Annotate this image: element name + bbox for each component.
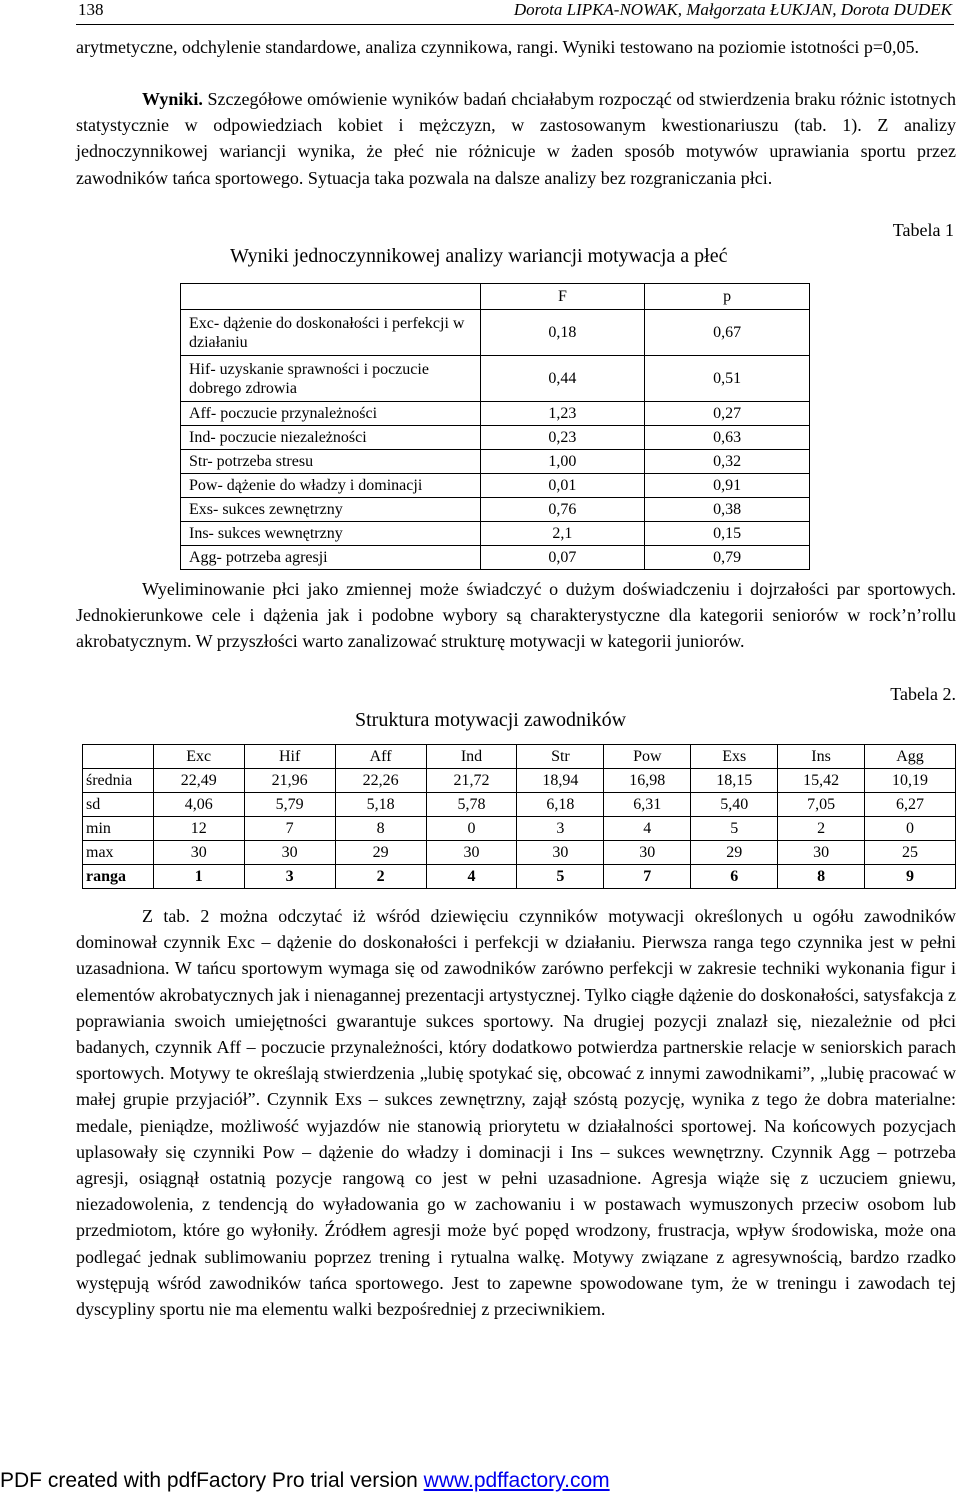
table2-cell: 25 <box>865 841 956 865</box>
table1-factor: Ind- poczucie niezależności <box>181 426 481 450</box>
table2-cell: 21,96 <box>244 769 335 793</box>
table1-p-value: 0,63 <box>645 426 810 450</box>
table-row <box>181 310 810 356</box>
table2-cell: 8 <box>335 817 426 841</box>
table1-title: Wyniki jednoczynnikowej analizy wariancji motywacja a płeć <box>230 245 728 267</box>
paragraph-discussion: Z tab. 2 można odczytać iż wśród dziewięciu czynników motywacji określonych u ogółu zawodników dominował czynnik Exc – dążenie do doskonałości i perfekcji w działaniu. Pierwsza ranga tego czynnika jest w pełni uzasadniona. W tańcu sportowym wymaga się od zawodników zarówno perfekcji w zakresie techniki wykonania figur i elementów akrobatycznych jak i nienagannej prezentacji artystycznej. Tylko ciągłe dążenie do doskonałości, satysfakcja z poprawiania swoich umiejętności gwarantuje sukces sportowy. Na drugiej pozycji znalazł się, niezależnie od płci badanych, czynnik Aff – poczucie przynależności, który dodatkowo potwierdza partnerskie relacje w seniorskich parach sportowych. Motywy te określają stwierdzenia „lubię spotykać się, obcować z innymi zawodnikami”, „lubię pracować w małej grupie przyjaciół”. Czynnik Exs – sukces zewnętrzny, zajął szóstą pozycję, wynika z tego że dobra materialne: medale, pieniądze, możliwość wyjazdów nie stanowią priorytetu w działalności sportowej. Na końcowych pozycjach uplasowały się czynniki Pow – dążenie do władzy i dominacji i Ins – sukces wewnętrzny. Czynnik Agg – potrzeba agresji, osiągnął ostatnią pozycje rangową co jest w pełni uzasadnione. Agresja wiąże się z uczuciem gniewu, niezadowolenia, z tendencją do wyładowania go w zachowaniu i w postawach wymuszonych przeciw osobom lub przedmiotom, które go wyłoniły. Źródłem agresji może być popęd wrodzony, frustracja, wpływ środowiska, może ona podlegać jednak sublimowaniu poprzez trening i rytualna walkę. Motywy związane z agresywnością, bardzo rzadko występują wśród zawodników tańca sportowego. Jest to zapewne spowodowane tym, że w treningu i zawodach tej dyscypliny sportu nie ma elementu walki bezpośredniej z przeciwnikiem. <box>76 906 956 1320</box>
table1-factor: Exc- dążenie do doskonałości i perfekcji w działaniu <box>181 310 481 356</box>
table1-p-value: 0,32 <box>645 450 810 474</box>
table1-factor: Ins- sukces wewnętrzny <box>181 522 481 546</box>
table2-cell: 29 <box>335 841 426 865</box>
table2-cell: 29 <box>691 841 778 865</box>
table2-cell: 0 <box>865 817 956 841</box>
table1-f-value: 0,76 <box>480 498 645 522</box>
table2-header-cell: Ins <box>778 745 865 769</box>
pdffactory-link[interactable]: www.pdffactory.com <box>423 1469 610 1492</box>
table2-header-cell: Str <box>517 745 604 769</box>
table2-cell: 10,19 <box>865 769 956 793</box>
table2-cell: 21,72 <box>426 769 517 793</box>
table1-factor: Hif- uzyskanie sprawności i poczucie dobrego zdrowia <box>181 356 481 402</box>
table1-header-cell: F <box>480 284 645 310</box>
table2-header-cell: Exc <box>153 745 244 769</box>
table-row <box>83 769 956 793</box>
table2-cell: 18,94 <box>517 769 604 793</box>
table-row <box>181 474 810 498</box>
running-head-authors: Dorota LIPKA-NOWAK, Małgorzata ŁUKJAN, Dorota DUDEK <box>513 0 952 19</box>
table1-factor: Aff- poczucie przynależności <box>181 402 481 426</box>
table1-factor: Str- potrzeba stresu <box>181 450 481 474</box>
table2-header-cell: Exs <box>691 745 778 769</box>
paragraph-methods-end: arytmetyczne, odchylenie standardowe, analiza czynnikowa, rangi. Wyniki testowano na poziomie istotności p=0,05. <box>76 37 919 57</box>
table2-cell: 12 <box>153 817 244 841</box>
table1-p-value: 0,79 <box>645 546 810 570</box>
table2-header-cell: Pow <box>604 745 691 769</box>
paragraph-results-intro: Wyniki. Szczegółowe omówienie wyników badań chciałabym rozpocząć od stwierdzenia braku różnic istotnych statystycznie w odpowiedziach kobiet i mężczyzn, w zastosowanym kwestionariuszu (tab. 1). Z analizy jednoczynnikowej wariancji wynika, że płeć nie różnicuje w żaden sposób motywów uprawiania sportu przez zawodników tańca sportowego. Sytuacja taka pozwala na dalsze analizy bez rozgraniczania płci. <box>76 89 956 188</box>
table1-p-value: 0,38 <box>645 498 810 522</box>
table-row <box>83 865 956 889</box>
table2-header-cell: Hif <box>244 745 335 769</box>
table2 <box>82 744 956 889</box>
table2-cell: 18,15 <box>691 769 778 793</box>
page-number: 138 <box>78 0 104 19</box>
table2-row-label: sd <box>83 793 154 817</box>
table2-cell: 30 <box>153 841 244 865</box>
table1-factor: Agg- potrzeba agresji <box>181 546 481 570</box>
table2-cell: 1 <box>153 865 244 889</box>
table2-row-label: średnia <box>83 769 154 793</box>
table2-header-cell: Agg <box>865 745 956 769</box>
table-row <box>181 426 810 450</box>
table2-cell: 7 <box>244 817 335 841</box>
table1 <box>180 283 810 570</box>
table2-header-cell: Ind <box>426 745 517 769</box>
table1-p-value: 0,51 <box>645 356 810 402</box>
table2-cell: 4,06 <box>153 793 244 817</box>
table1-f-value: 0,23 <box>480 426 645 450</box>
table1-factor: Pow- dążenie do władzy i dominacji <box>181 474 481 498</box>
table1-f-value: 2,1 <box>480 522 645 546</box>
table1-header-cell: p <box>645 284 810 310</box>
table-row <box>181 356 810 402</box>
table2-cell: 6,31 <box>604 793 691 817</box>
page-header <box>76 0 954 25</box>
table2-cell: 0 <box>426 817 517 841</box>
table2-cell: 5,78 <box>426 793 517 817</box>
table2-cell: 5 <box>691 817 778 841</box>
table-row <box>181 402 810 426</box>
table2-cell: 7 <box>604 865 691 889</box>
table1-f-value: 1,23 <box>480 402 645 426</box>
table-row <box>181 522 810 546</box>
table2-cell: 4 <box>426 865 517 889</box>
paragraph-gender-elimination: Wyeliminowanie płci jako zmiennej może świadczyć o dużym doświadczeniu i dojrzałości par sportowych. Jednokierunkowe cele i dążenia jak i podobne wybory są charakterystyczne dla kategorii seniorów w rock’n’rollu akrobatycznym. W przyszłości warto zanalizować strukturę motywacji w kategorii juniorów. <box>76 579 956 652</box>
table1-label: Tabela 1 <box>892 220 954 240</box>
table2-cell: 2 <box>778 817 865 841</box>
table-row <box>181 450 810 474</box>
table1-header-row <box>181 284 810 310</box>
table2-cell: 7,05 <box>778 793 865 817</box>
table2-header-cell <box>83 745 154 769</box>
table2-cell: 5,18 <box>335 793 426 817</box>
table2-row-label: max <box>83 841 154 865</box>
table1-f-value: 0,01 <box>480 474 645 498</box>
table1-p-value: 0,15 <box>645 522 810 546</box>
table-row <box>181 546 810 570</box>
table2-cell: 30 <box>426 841 517 865</box>
table2-title: Struktura motywacji zawodników <box>355 709 627 731</box>
table1-p-value: 0,67 <box>645 310 810 356</box>
table1-p-value: 0,91 <box>645 474 810 498</box>
table1-factor: Exs- sukces zewnętrzny <box>181 498 481 522</box>
table2-cell: 22,49 <box>153 769 244 793</box>
table2-cell: 30 <box>604 841 691 865</box>
table2-cell: 3 <box>244 865 335 889</box>
table2-cell: 6 <box>691 865 778 889</box>
table2-cell: 22,26 <box>335 769 426 793</box>
table2-cell: 2 <box>335 865 426 889</box>
pdf-footer: PDF created with pdfFactory Pro trial version www.pdffactory.com <box>0 1469 610 1492</box>
table2-cell: 6,27 <box>865 793 956 817</box>
table2-cell: 4 <box>604 817 691 841</box>
table1-f-value: 0,18 <box>480 310 645 356</box>
table2-cell: 30 <box>244 841 335 865</box>
table1-p-value: 0,27 <box>645 402 810 426</box>
table2-cell: 5,40 <box>691 793 778 817</box>
table-row <box>83 817 956 841</box>
results-heading: Wyniki. <box>142 89 203 109</box>
table2-cell: 30 <box>517 841 604 865</box>
table2-cell: 16,98 <box>604 769 691 793</box>
table2-header-row <box>83 745 956 769</box>
table2-cell: 30 <box>778 841 865 865</box>
table2-cell: 3 <box>517 817 604 841</box>
table2-cell: 6,18 <box>517 793 604 817</box>
table2-row-label: min <box>83 817 154 841</box>
table2-cell: 5 <box>517 865 604 889</box>
table2-header-cell: Aff <box>335 745 426 769</box>
table1-f-value: 0,07 <box>480 546 645 570</box>
table-row <box>83 793 956 817</box>
table2-cell: 15,42 <box>778 769 865 793</box>
table-row <box>181 498 810 522</box>
table1-f-value: 0,44 <box>480 356 645 402</box>
table2-row-label: ranga <box>83 865 154 889</box>
table2-cell: 9 <box>865 865 956 889</box>
table1-header-cell <box>181 284 481 310</box>
table2-cell: 8 <box>778 865 865 889</box>
table-row <box>83 841 956 865</box>
table2-cell: 5,79 <box>244 793 335 817</box>
table2-label: Tabela 2. <box>890 684 956 704</box>
table1-f-value: 1,00 <box>480 450 645 474</box>
